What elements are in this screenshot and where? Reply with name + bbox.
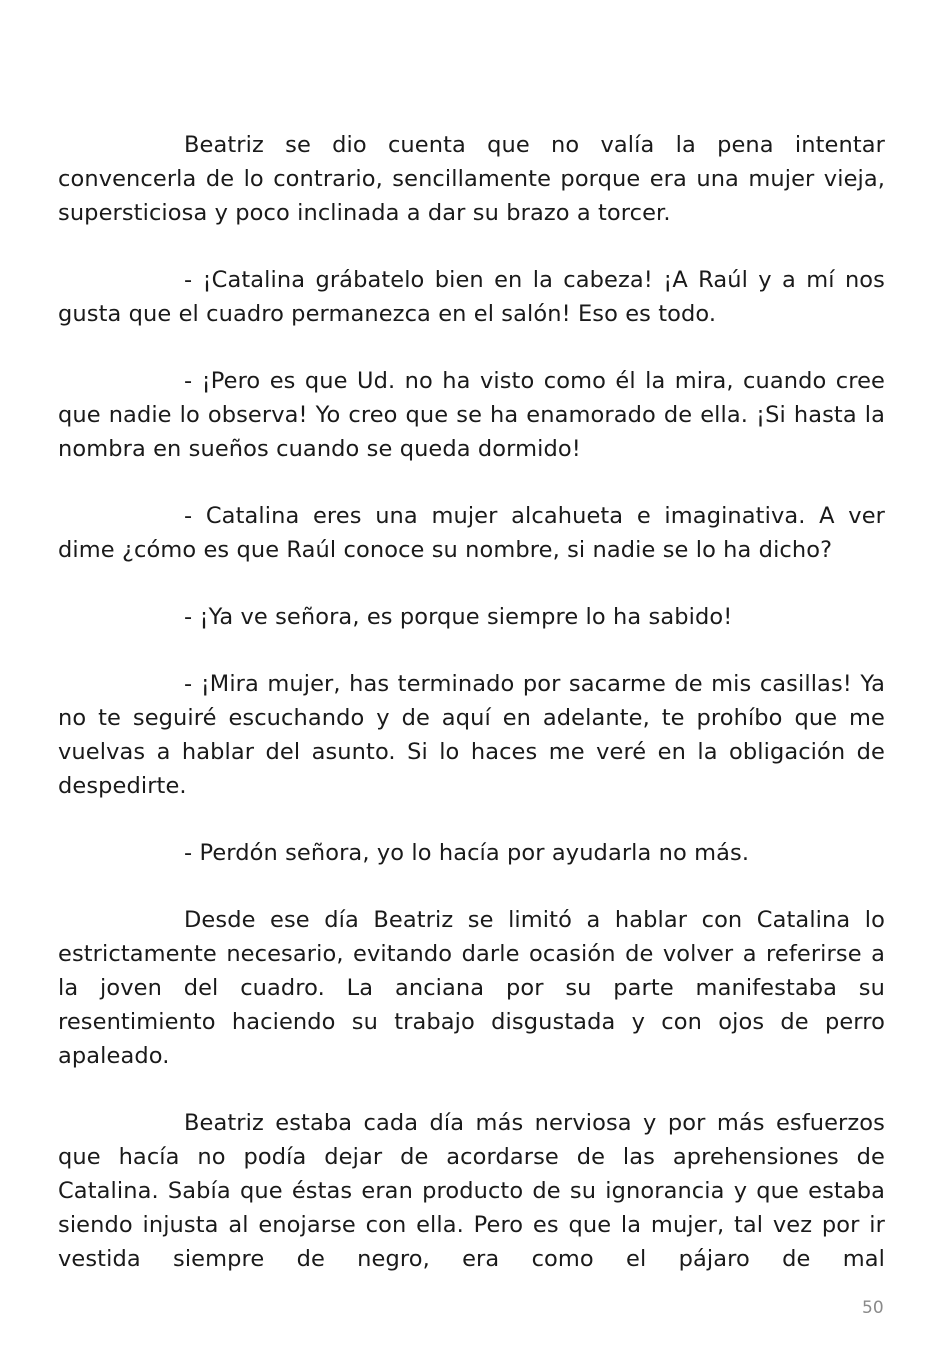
page-number: 50 [862, 1298, 884, 1318]
paragraph-6: - ¡Mira mujer, has terminado por sacarme de mis casillas! Ya no te seguiré escuchando y de aquí en adelante, te prohíbo que me vuelvas a hablar del asunto. Si lo haces me veré en la obligación de despedirte. [58, 671, 885, 799]
paragraph-9: Beatriz estaba cada día más nerviosa y por más esfuerzos que hacía no podía dejar de acordarse de las aprehensiones de Catalina. Sabía que éstas eran producto de su ignorancia y que estaba siendo injusta al enojarse con ella. Pero es que la mujer, tal vez por ir vestida siempre de negro, era como el pájaro de mal [58, 1110, 885, 1272]
paragraph-3: - ¡Pero es que Ud. no ha visto como él la mira, cuando cree que nadie lo observa! Yo creo que se ha enamorado de ella. ¡Si hasta la nombra en sueños cuando se queda dormido! [58, 368, 885, 462]
paragraph-4: - Catalina eres una mujer alcahueta e imaginativa. A ver dime ¿cómo es que Raúl conoce su nombre, si nadie se lo ha dicho? [58, 503, 885, 563]
paragraph-5: - ¡Ya ve señora, es porque siempre lo ha sabido! [184, 604, 733, 630]
paragraph-2: - ¡Catalina grábatelo bien en la cabeza! ¡A Raúl y a mí nos gusta que el cuadro permanezca en el salón! Eso es todo. [58, 267, 885, 327]
paragraph-8: Desde ese día Beatriz se limitó a hablar con Catalina lo estrictamente necesario, evitando darle ocasión de volver a referirse a la joven del cuadro. La anciana por su parte manifestaba su resentimiento haciendo su trabajo disgustada y con ojos de perro apaleado. [58, 907, 885, 1069]
page-body [58, 128, 885, 1309]
paragraph-7: - Perdón señora, yo lo hacía por ayudarla no más. [184, 840, 750, 866]
paragraph-1: Beatriz se dio cuenta que no valía la pena intentar convencerla de lo contrario, sencillamente porque era una mujer vieja, supersticiosa y poco inclinada a dar su brazo a torcer. [58, 132, 885, 226]
